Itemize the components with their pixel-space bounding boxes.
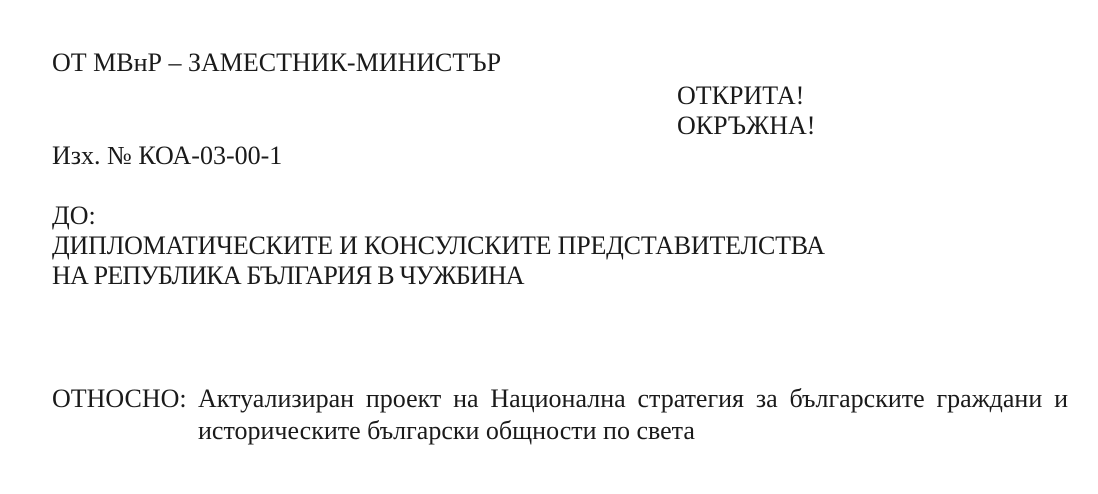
- subject-line-2: историческите български общности по света: [198, 416, 695, 445]
- outgoing-ref-number: Изх. № КОА-03-00-1: [52, 141, 283, 170]
- subject-block: [52, 383, 1068, 447]
- stamp-open-label: ОТКРИТА!: [677, 81, 805, 110]
- subject-line-1: Актуализиран проект на Национална стратегия за българските граждани и: [198, 384, 1068, 413]
- classification-stamp: [677, 81, 815, 141]
- addressee-line-1: ДИПЛОМАТИЧЕСКИТЕ И КОНСУЛСКИТЕ ПРЕДСТАВИТЕЛСТВА: [52, 231, 825, 260]
- stamp-circular-label: ОКРЪЖНА!: [677, 111, 816, 140]
- addressee-label: ДО:: [52, 201, 96, 230]
- sender-line: ОТ МВнР – ЗАМЕСТНИК-МИНИСТЪР: [52, 48, 502, 77]
- addressee-line-2: НА РЕПУБЛИКА БЪЛГАРИЯ В ЧУЖБИНА: [52, 261, 524, 290]
- subject-label: ОТНОСНО:: [52, 384, 187, 413]
- subject-text: [198, 383, 1068, 447]
- addressee-block: [52, 201, 825, 291]
